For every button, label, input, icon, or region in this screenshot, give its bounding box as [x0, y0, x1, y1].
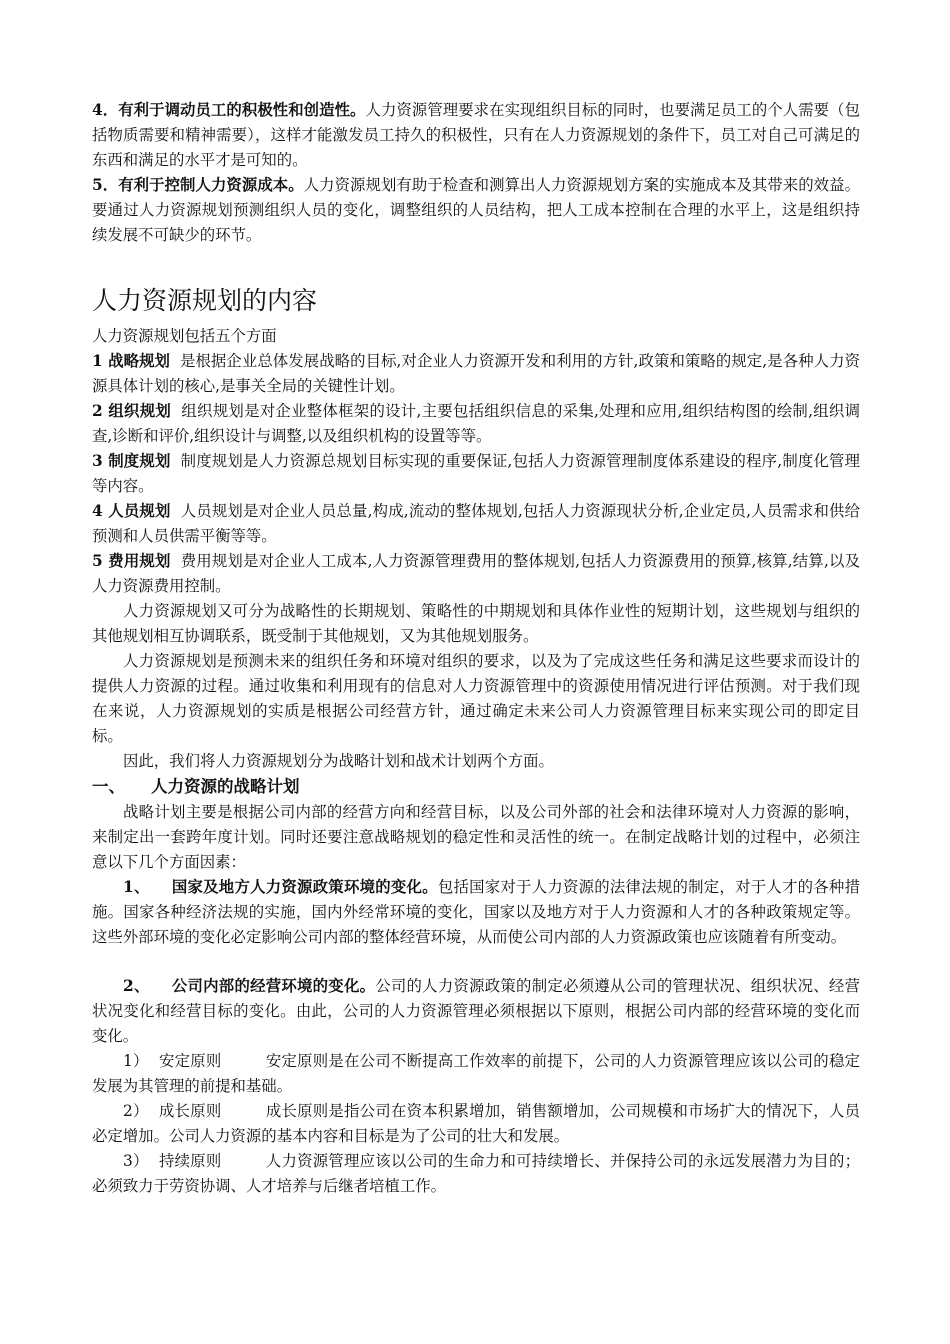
section-heading: 人力资源规划的内容: [92, 286, 318, 315]
body-paragraph: 人力资源规划是预测未来的组织任务和环境对组织的要求，以及为了完成这些任务和满足这些要求而设计的提供人力资源的过程。通过收集和利用现有的信息对人力资源管理中的资源使用情况进行评估预测。对于我们现在来说，人力资源规划的实质是根据公司经营方针，通过确定未来公司人力资源管理目标来实现公司的即定目标。: [92, 652, 860, 745]
aspect-title: 4 人员规划: [92, 502, 171, 520]
subsection-title: 人力资源的战略计划: [151, 777, 300, 796]
intro-item-4-text: 人力资源管理要求在实现组织目标的同时，也要满足员工的个人需要（包括物质需要和精神需要），这样才能激发员工持久的积极性，只有在人力资源规划的条件下，员工对自己可满足的东西和满足的水平才是可知的。: [92, 101, 860, 169]
factor-text: 公司的人力资源政策的制定必须遵从公司的管理状况、组织状况、经营状况变化和经营目标的变化。由此，公司的人力资源管理必须根据以下原则，根据公司内部的经营环境的变化而变化。: [92, 977, 860, 1045]
factor-number: 1、: [123, 878, 150, 896]
principle-text: 安定原则是在公司不断提高工作效率的前提下，公司的人力资源管理应该以公司的稳定发展为其管理的前提和基础。: [92, 1052, 860, 1095]
aspect-text: 是根据企业总体发展战略的目标,对企业人力资源开发和利用的方针,政策和策略的规定,是各种人力资源具体计划的核心,是事关全局的关键性计划。: [92, 352, 860, 395]
principle-stability: [92, 1049, 860, 1099]
factor-2: [92, 974, 860, 1049]
aspect-strategic: [92, 349, 860, 399]
document-page: [92, 98, 860, 1199]
factor-title: 公司内部的经营环境的变化。: [171, 977, 376, 995]
aspect-title: 2 组织规划: [92, 402, 172, 420]
subsection-heading: [92, 774, 860, 800]
factor-title: 国家及地方人力资源政策环境的变化。: [171, 878, 438, 896]
aspect-title: 1 战略规划: [92, 352, 171, 370]
strategy-intro: 战略计划主要是根据公司内部的经营方向和经营目标，以及公司外部的社会和法律环境对人力资源的影响，来制定出一套跨年度计划。同时还要注意战略规划的稳定性和灵活性的统一。在制定战略计划的过程中，必须注意以下几个方面因素：: [92, 803, 860, 871]
principle-text: 成长原则是指公司在资本积累增加，销售额增加，公司规模和市场扩大的情况下，人员必定增加。公司人力资源的基本内容和目标是为了公司的壮大和发展。: [92, 1102, 860, 1145]
principle-name: 安定原则: [158, 1052, 222, 1070]
subsection-number: 一、: [92, 777, 125, 796]
intro-item-5-title: 5．有利于控制人力资源成本。: [92, 176, 304, 194]
body-paragraph: 因此，我们将人力资源规划分为战略计划和战术计划两个方面。: [123, 752, 554, 770]
principle-number: 1）: [123, 1052, 149, 1070]
intro-item-4: [92, 98, 860, 173]
body-paragraph: 人力资源规划又可分为战略性的长期规划、策略性的中期规划和具体作业性的短期计划，这些规划与组织的其他规划相互协调联系，既受制于其他规划，又为其他规划服务。: [92, 602, 860, 645]
principle-number: 2）: [123, 1102, 149, 1120]
factor-number: 2、: [123, 977, 150, 995]
aspect-system: [92, 449, 860, 499]
principle-continuity: [92, 1149, 860, 1199]
aspect-title: 3 制度规划: [92, 452, 171, 470]
principle-name: 持续原则: [158, 1152, 222, 1170]
lead-text: 人力资源规划包括五个方面: [92, 327, 277, 345]
aspect-title: 5 费用规划: [92, 552, 171, 570]
principle-growth: [92, 1099, 860, 1149]
factor-text: 包括国家对于人力资源的法律法规的制定，对于人才的各种措施。国家各种经济法规的实施，国内外经常环境的变化，国家以及地方对于人力资源和人才的各种政策规定等。这些外部环境的变化必定影响公司内部的整体经营环境，从而使公司内部的人力资源政策也应该随着有所变动。: [92, 878, 860, 946]
aspect-text: 人员规划是对企业人员总量,构成,流动的整体规划,包括人力资源现状分析,企业定员,人员需求和供给预测和人员供需平衡等等。: [92, 502, 860, 545]
factor-1: [92, 875, 860, 950]
aspect-text: 制度规划是人力资源总规划目标实现的重要保证,包括人力资源管理制度体系建设的程序,制度化管理等内容。: [92, 452, 860, 495]
intro-item-5: [92, 173, 860, 248]
principle-text: 人力资源管理应该以公司的生命力和可持续增长、并保持公司的永远发展潜力为目的；必须致力于劳资协调、人才培养与后继者培植工作。: [92, 1152, 860, 1195]
aspect-text: 费用规划是对企业人工成本,人力资源管理费用的整体规划,包括人力资源费用的预算,核算,结算,以及人力资源费用控制。: [92, 552, 860, 595]
principle-name: 成长原则: [158, 1102, 222, 1120]
aspect-organization: [92, 399, 860, 449]
intro-item-4-title: 4．有利于调动员工的积极性和创造性。: [92, 101, 366, 119]
aspect-staff: [92, 499, 860, 549]
aspect-cost: [92, 549, 860, 599]
principle-number: 3）: [123, 1152, 149, 1170]
aspect-text: 组织规划是对企业整体框架的设计,主要包括组织信息的采集,处理和应用,组织结构图的绘制,组织调查,诊断和评价,组织设计与调整,以及组织机构的设置等等。: [92, 402, 860, 445]
intro-item-5-text: 人力资源规划有助于检查和测算出人力资源规划方案的实施成本及其带来的效益。要通过人力资源规划预测组织人员的变化，调整组织的人员结构，把人工成本控制在合理的水平上，这是组织持续发展不可缺少的环节。: [92, 176, 860, 244]
